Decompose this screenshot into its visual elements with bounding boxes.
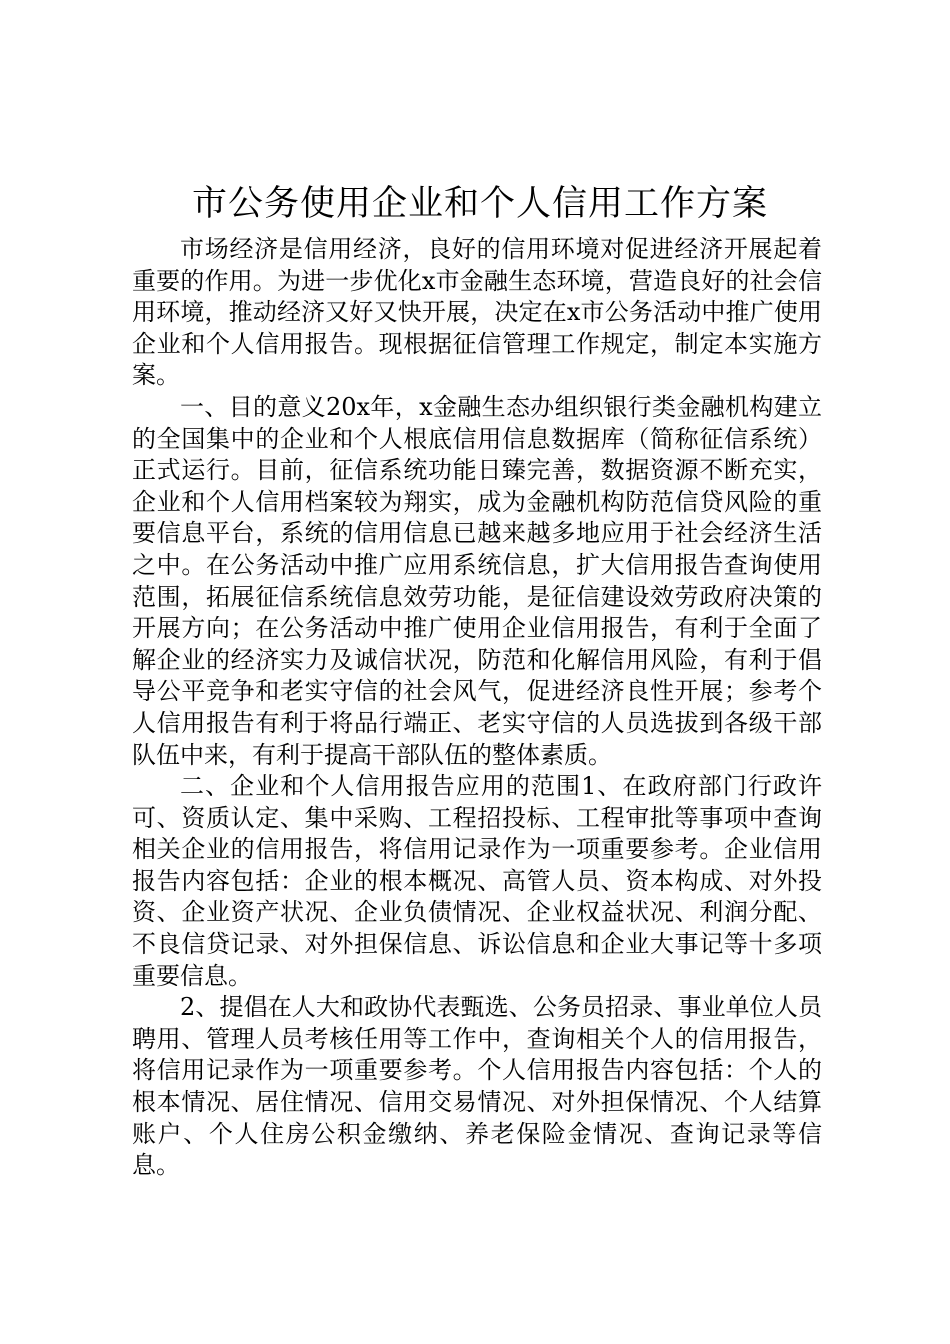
paragraph-intro: 市场经济是信用经济，良好的信用环境对促进经济开展起着重要的作用。为进一步优化x市金融生态环境，营造良好的社会信用环境，推动经济又好又快开展，决定在x市公务活动中推广使用企业和个人信用报告。现根据征信管理工作规定，制定本实施方案。 xyxy=(132,235,822,390)
document-body xyxy=(132,234,822,1182)
paragraph-purpose: 一、目的意义20x年，x金融生态办组织银行类金融机构建立的全国集中的企业和个人根底信用信息数据库（简称征信系统）正式运行。目前，征信系统功能日臻完善，数据资源不断充实，企业和个人信用档案较为翔实，成为金融机构防范信贷风险的重要信息平台，系统的信用信息已越来越多地应用于社会经济生活之中。在公务活动中推广应用系统信息，扩大信用报告查询使用范围，拓展征信系统信息效劳功能，是征信建设效劳政府决策的开展方向；在公务活动中推广使用企业信用报告，有利于全面了解企业的经济实力及诚信状况，防范和化解信用风险，有利于倡导公平竞争和老实守信的社会风气，促进经济良性开展；参考个人信用报告有利于将品行端正、老实守信的人员选拔到各级干部队伍中来，有利于提高干部队伍的整体素质。 xyxy=(132,392,822,769)
document-title: 市公务使用企业和个人信用工作方案 xyxy=(191,184,768,224)
paragraph-scope-personal: 2、提倡在人大和政协代表甄选、公务员招录、事业单位人员聘用、管理人员考核任用等工作中，查询相关个人的信用报告，将信用记录作为一项重要参考。个人信用报告内容包括：个人的根本情况、居住情况、信用交易情况、对外担保情况、个人结算账户、个人住房公积金缴纳、养老保险金情况、查询记录等信息。 xyxy=(132,993,822,1180)
paragraph-scope-enterprise: 二、企业和个人信用报告应用的范围1、在政府部门行政许可、资质认定、集中采购、工程招投标、工程审批等事项中查询相关企业的信用报告，将信用记录作为一项重要参考。企业信用报告内容包括：企业的根本概况、高管人员、资本构成、对外投资、企业资产状况、企业负债情况、企业权益状况、利润分配、不良信贷记录、对外担保信息、诉讼信息和企业大事记等十多项重要信息。 xyxy=(132,772,822,990)
